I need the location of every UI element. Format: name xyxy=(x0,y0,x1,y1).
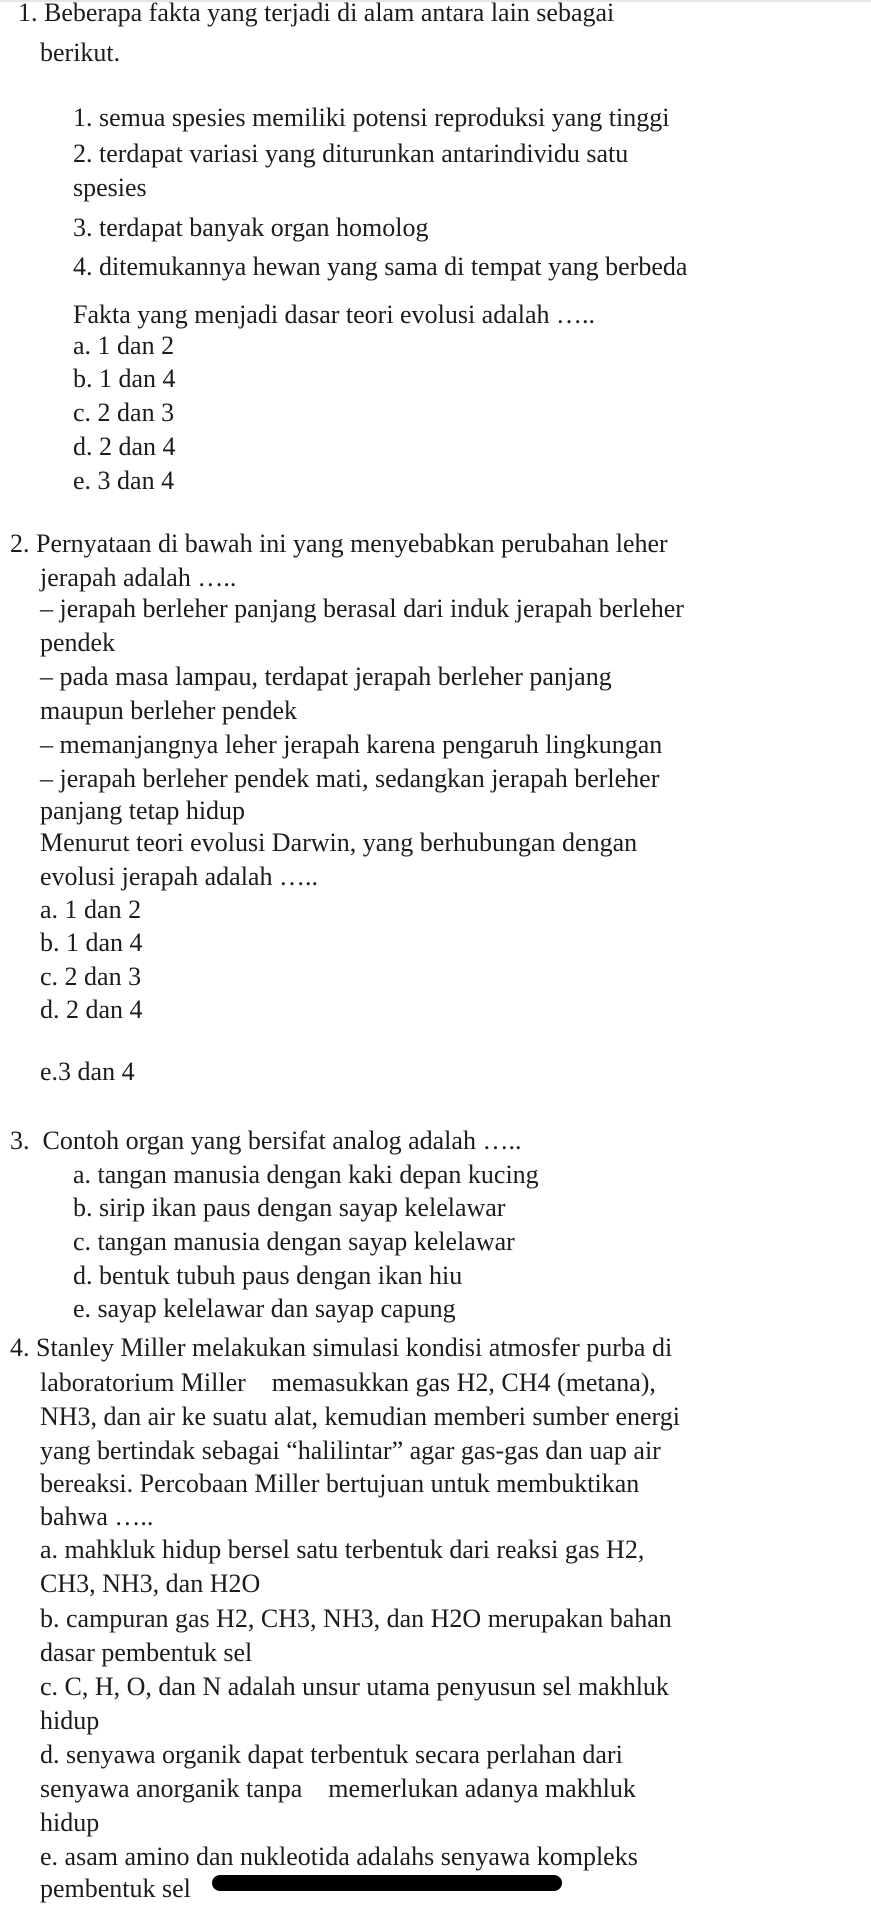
q1-question: Fakta yang menjadi dasar teori evolusi adalah ….. xyxy=(73,300,596,329)
q3-option-b: b. sirip ikan paus dengan sayap kelelawar xyxy=(73,1193,506,1222)
q1-option-c: c. 2 dan 3 xyxy=(73,398,175,427)
q1-option-b: b. 1 dan 4 xyxy=(73,364,176,393)
q4-option-a-cont: CH3, NH3, dan H2O xyxy=(40,1569,261,1598)
redaction-bar xyxy=(212,1875,562,1891)
q1-option-a: a. 1 dan 2 xyxy=(73,331,175,360)
q2-option-a: a. 1 dan 2 xyxy=(40,895,142,924)
q4-option-b: b. campuran gas H2, CH3, NH3, dan H2O merupakan bahan xyxy=(40,1604,672,1633)
q1-option-d: d. 2 dan 4 xyxy=(73,432,176,461)
q3-question: 3. Contoh organ yang bersifat analog adalah ….. xyxy=(10,1126,522,1155)
q2-intro-line-2: jerapah adalah ….. xyxy=(40,563,237,592)
q2-statement-4: – jerapah berleher pendek mati, sedangkan jerapah berleher xyxy=(40,764,660,793)
q4-option-d-cont-2: hidup xyxy=(40,1808,100,1837)
q2-statement-2: – pada masa lampau, terdapat jerapah berleher panjang xyxy=(40,662,612,691)
q4-option-e: e. asam amino dan nukleotida adalahs senyawa kompleks xyxy=(40,1842,638,1871)
q2-statement-1-cont: pendek xyxy=(40,628,116,657)
q2-option-c: c. 2 dan 3 xyxy=(40,962,142,991)
q2-statement-1: – jerapah berleher panjang berasal dari induk jerapah berleher xyxy=(40,594,684,623)
q2-question-line-2: evolusi jerapah adalah ….. xyxy=(40,862,318,891)
q1-option-e: e. 3 dan 4 xyxy=(73,466,175,495)
q4-option-e-cont: pembentuk sel xyxy=(40,1874,191,1903)
q4-text-line-1: 4. Stanley Miller melakukan simulasi kondisi atmosfer purba di xyxy=(10,1333,673,1362)
q3-option-e: e. sayap kelelawar dan sayap capung xyxy=(73,1294,456,1323)
q1-fact-1: 1. semua spesies memiliki potensi reproduksi yang tinggi xyxy=(73,103,670,132)
q2-question-line-1: Menurut teori evolusi Darwin, yang berhubungan dengan xyxy=(40,828,638,857)
q4-text-line-5: bereaksi. Percobaan Miller bertujuan untuk membuktikan xyxy=(40,1469,640,1498)
q4-text-line-2: laboratorium Miller memasukkan gas H2, CH4 (metana), xyxy=(40,1368,656,1397)
q3-option-d: d. bentuk tubuh paus dengan ikan hiu xyxy=(73,1261,463,1290)
q4-option-a: a. mahkluk hidup bersel satu terbentuk dari reaksi gas H2, xyxy=(40,1535,645,1564)
q1-intro-line-1: 1. Beberapa fakta yang terjadi di alam antara lain sebagai xyxy=(18,0,615,27)
q2-intro-line-1: 2. Pernyataan di bawah ini yang menyebabkan perubahan leher xyxy=(10,529,668,558)
q3-option-c: c. tangan manusia dengan sayap kelelawar xyxy=(73,1227,515,1256)
q2-option-d: d. 2 dan 4 xyxy=(40,995,143,1024)
q2-statement-2-cont: maupun berleher pendek xyxy=(40,696,298,725)
q2-option-b: b. 1 dan 4 xyxy=(40,928,143,957)
q1-fact-2: 2. terdapat variasi yang diturunkan antarindividu satu xyxy=(73,139,629,168)
q4-text-line-4: yang bertindak sebagai “halilintar” agar gas-gas dan uap air xyxy=(40,1436,661,1465)
q2-statement-4-cont: panjang tetap hidup xyxy=(40,796,246,825)
q4-text-line-3: NH3, dan air ke suatu alat, kemudian memberi sumber energi xyxy=(40,1402,680,1431)
q2-statement-3: – memanjangnya leher jerapah karena pengaruh lingkungan xyxy=(40,730,663,759)
q1-fact-2-cont: spesies xyxy=(73,173,147,202)
q4-option-d: d. senyawa organik dapat terbentuk secara perlahan dari xyxy=(40,1740,623,1769)
q4-option-c: c. C, H, O, dan N adalah unsur utama penyusun sel makhluk xyxy=(40,1672,669,1701)
q4-option-d-cont-1: senyawa anorganik tanpa memerlukan adanya makhluk xyxy=(40,1774,636,1803)
q3-option-a: a. tangan manusia dengan kaki depan kucing xyxy=(73,1160,539,1189)
q4-option-c-cont: hidup xyxy=(40,1706,100,1735)
q4-text-line-6: bahwa ….. xyxy=(40,1502,154,1531)
q2-option-e: e.3 dan 4 xyxy=(40,1057,135,1086)
q1-intro-line-2: berikut. xyxy=(40,38,121,67)
q1-fact-3: 3. terdapat banyak organ homolog xyxy=(73,213,429,242)
q4-option-b-cont: dasar pembentuk sel xyxy=(40,1638,253,1667)
q1-fact-4: 4. ditemukannya hewan yang sama di tempat yang berbeda xyxy=(73,252,688,281)
